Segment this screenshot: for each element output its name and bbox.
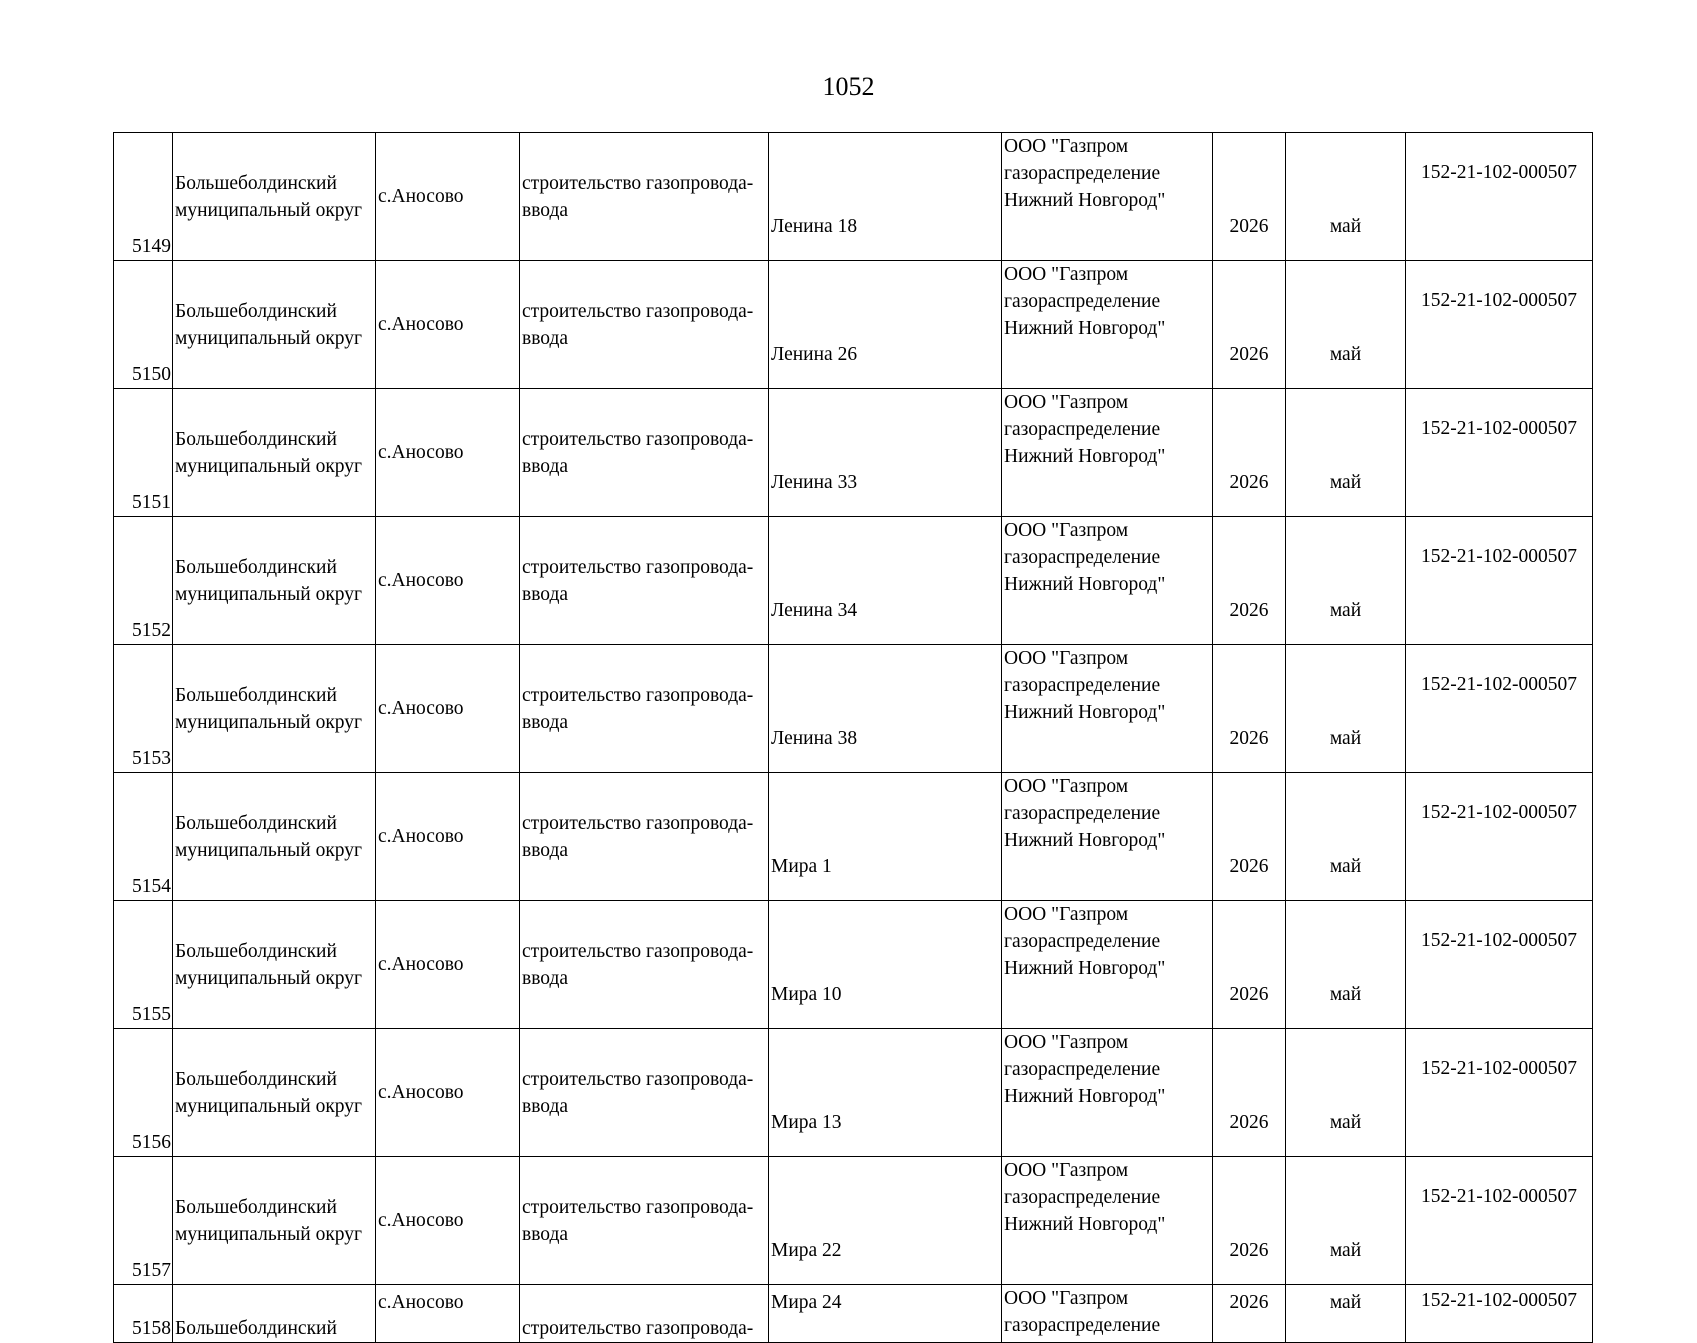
table-row — [114, 261, 1593, 389]
page-number: 1052 — [822, 72, 875, 101]
municipality-cell: Большеболдинский муниципальный округ — [173, 517, 376, 645]
table-body — [114, 133, 1593, 1343]
address-cell: Мира 13 — [769, 1029, 1002, 1157]
code-cell: 152-21-102-000507 — [1406, 261, 1593, 389]
organization-cell: ООО "Газпром газораспределение Нижний Новгород" — [1002, 1157, 1213, 1285]
work-type-cell: строительство газопровода- ввода — [520, 133, 769, 261]
month-cell: май — [1286, 1285, 1406, 1343]
code-cell: 152-21-102-000507 — [1406, 389, 1593, 517]
work-type-cell: строительство газопровода- ввода — [520, 773, 769, 901]
address-cell: Мира 1 — [769, 773, 1002, 901]
address-cell: Мира 10 — [769, 901, 1002, 1029]
table-row — [114, 1157, 1593, 1285]
row-number: 5154 — [114, 773, 173, 901]
work-type-cell: строительство газопровода- ввода — [520, 1029, 769, 1157]
municipality-cell: Большеболдинский — [173, 1285, 376, 1343]
month-cell: май — [1286, 645, 1406, 773]
organization-cell: ООО "Газпром газораспределение Нижний Новгород" — [1002, 517, 1213, 645]
code-cell: 152-21-102-000507 — [1406, 517, 1593, 645]
organization-cell: ООО "Газпром газораспределение Нижний Новгород" — [1002, 1029, 1213, 1157]
address-cell: Ленина 26 — [769, 261, 1002, 389]
organization-cell: ООО "Газпром газораспределение Нижний Новгород" — [1002, 773, 1213, 901]
work-type-cell: строительство газопровода- ввода — [520, 389, 769, 517]
month-cell: май — [1286, 773, 1406, 901]
row-number: 5149 — [114, 133, 173, 261]
village-cell: с.Аносово — [376, 517, 520, 645]
village-cell: с.Аносово — [376, 645, 520, 773]
village-cell: с.Аносово — [376, 133, 520, 261]
month-cell: май — [1286, 901, 1406, 1029]
address-cell: Мира 22 — [769, 1157, 1002, 1285]
table-row — [114, 901, 1593, 1029]
address-cell: Ленина 38 — [769, 645, 1002, 773]
municipality-cell: Большеболдинский муниципальный округ — [173, 1157, 376, 1285]
work-type-cell: строительство газопровода- ввода — [520, 901, 769, 1029]
code-cell: 152-21-102-000507 — [1406, 1157, 1593, 1285]
village-cell: с.Аносово — [376, 1157, 520, 1285]
year-cell: 2026 — [1213, 261, 1286, 389]
municipality-cell: Большеболдинский муниципальный округ — [173, 133, 376, 261]
code-cell: 152-21-102-000507 — [1406, 773, 1593, 901]
organization-cell: ООО "Газпром газораспределение — [1002, 1285, 1213, 1343]
year-cell: 2026 — [1213, 645, 1286, 773]
year-cell: 2026 — [1213, 773, 1286, 901]
work-type-cell: строительство газопровода- ввода — [520, 645, 769, 773]
village-cell: с.Аносово — [376, 1285, 520, 1343]
table-row — [114, 389, 1593, 517]
month-cell: май — [1286, 517, 1406, 645]
municipality-cell: Большеболдинский муниципальный округ — [173, 645, 376, 773]
row-number: 5155 — [114, 901, 173, 1029]
code-cell: 152-21-102-000507 — [1406, 1029, 1593, 1157]
table-row — [114, 517, 1593, 645]
code-cell: 152-21-102-000507 — [1406, 901, 1593, 1029]
address-cell: Мира 24 — [769, 1285, 1002, 1343]
work-type-cell: строительство газопровода- ввода — [520, 517, 769, 645]
table-row — [114, 645, 1593, 773]
row-number: 5156 — [114, 1029, 173, 1157]
work-type-cell: строительство газопровода- ввода — [520, 261, 769, 389]
month-cell: май — [1286, 133, 1406, 261]
village-cell: с.Аносово — [376, 773, 520, 901]
address-cell: Ленина 18 — [769, 133, 1002, 261]
year-cell: 2026 — [1213, 389, 1286, 517]
village-cell: с.Аносово — [376, 901, 520, 1029]
village-cell: с.Аносово — [376, 1029, 520, 1157]
address-cell: Ленина 33 — [769, 389, 1002, 517]
table-row — [114, 1029, 1593, 1157]
year-cell: 2026 — [1213, 517, 1286, 645]
code-cell: 152-21-102-000507 — [1406, 1285, 1593, 1343]
municipality-cell: Большеболдинский муниципальный округ — [173, 901, 376, 1029]
organization-cell: ООО "Газпром газораспределение Нижний Новгород" — [1002, 261, 1213, 389]
month-cell: май — [1286, 389, 1406, 517]
village-cell: с.Аносово — [376, 261, 520, 389]
year-cell: 2026 — [1213, 1285, 1286, 1343]
organization-cell: ООО "Газпром газораспределение Нижний Новгород" — [1002, 901, 1213, 1029]
row-number: 5152 — [114, 517, 173, 645]
municipality-cell: Большеболдинский муниципальный округ — [173, 261, 376, 389]
organization-cell: ООО "Газпром газораспределение Нижний Новгород" — [1002, 133, 1213, 261]
village-cell: с.Аносово — [376, 389, 520, 517]
year-cell: 2026 — [1213, 1157, 1286, 1285]
municipality-cell: Большеболдинский муниципальный округ — [173, 773, 376, 901]
row-number: 5151 — [114, 389, 173, 517]
row-number: 5158 — [114, 1285, 173, 1343]
gas-pipeline-table — [113, 132, 1593, 1343]
row-number: 5153 — [114, 645, 173, 773]
organization-cell: ООО "Газпром газораспределение Нижний Новгород" — [1002, 389, 1213, 517]
municipality-cell: Большеболдинский муниципальный округ — [173, 389, 376, 517]
organization-cell: ООО "Газпром газораспределение Нижний Новгород" — [1002, 645, 1213, 773]
code-cell: 152-21-102-000507 — [1406, 133, 1593, 261]
year-cell: 2026 — [1213, 133, 1286, 261]
work-type-cell: строительство газопровода- — [520, 1285, 769, 1343]
table-row — [114, 1285, 1593, 1343]
row-number: 5157 — [114, 1157, 173, 1285]
code-cell: 152-21-102-000507 — [1406, 645, 1593, 773]
table-row — [114, 773, 1593, 901]
month-cell: май — [1286, 261, 1406, 389]
month-cell: май — [1286, 1029, 1406, 1157]
year-cell: 2026 — [1213, 901, 1286, 1029]
municipality-cell: Большеболдинский муниципальный округ — [173, 1029, 376, 1157]
year-cell: 2026 — [1213, 1029, 1286, 1157]
table-row — [114, 133, 1593, 261]
month-cell: май — [1286, 1157, 1406, 1285]
address-cell: Ленина 34 — [769, 517, 1002, 645]
work-type-cell: строительство газопровода- ввода — [520, 1157, 769, 1285]
row-number: 5150 — [114, 261, 173, 389]
